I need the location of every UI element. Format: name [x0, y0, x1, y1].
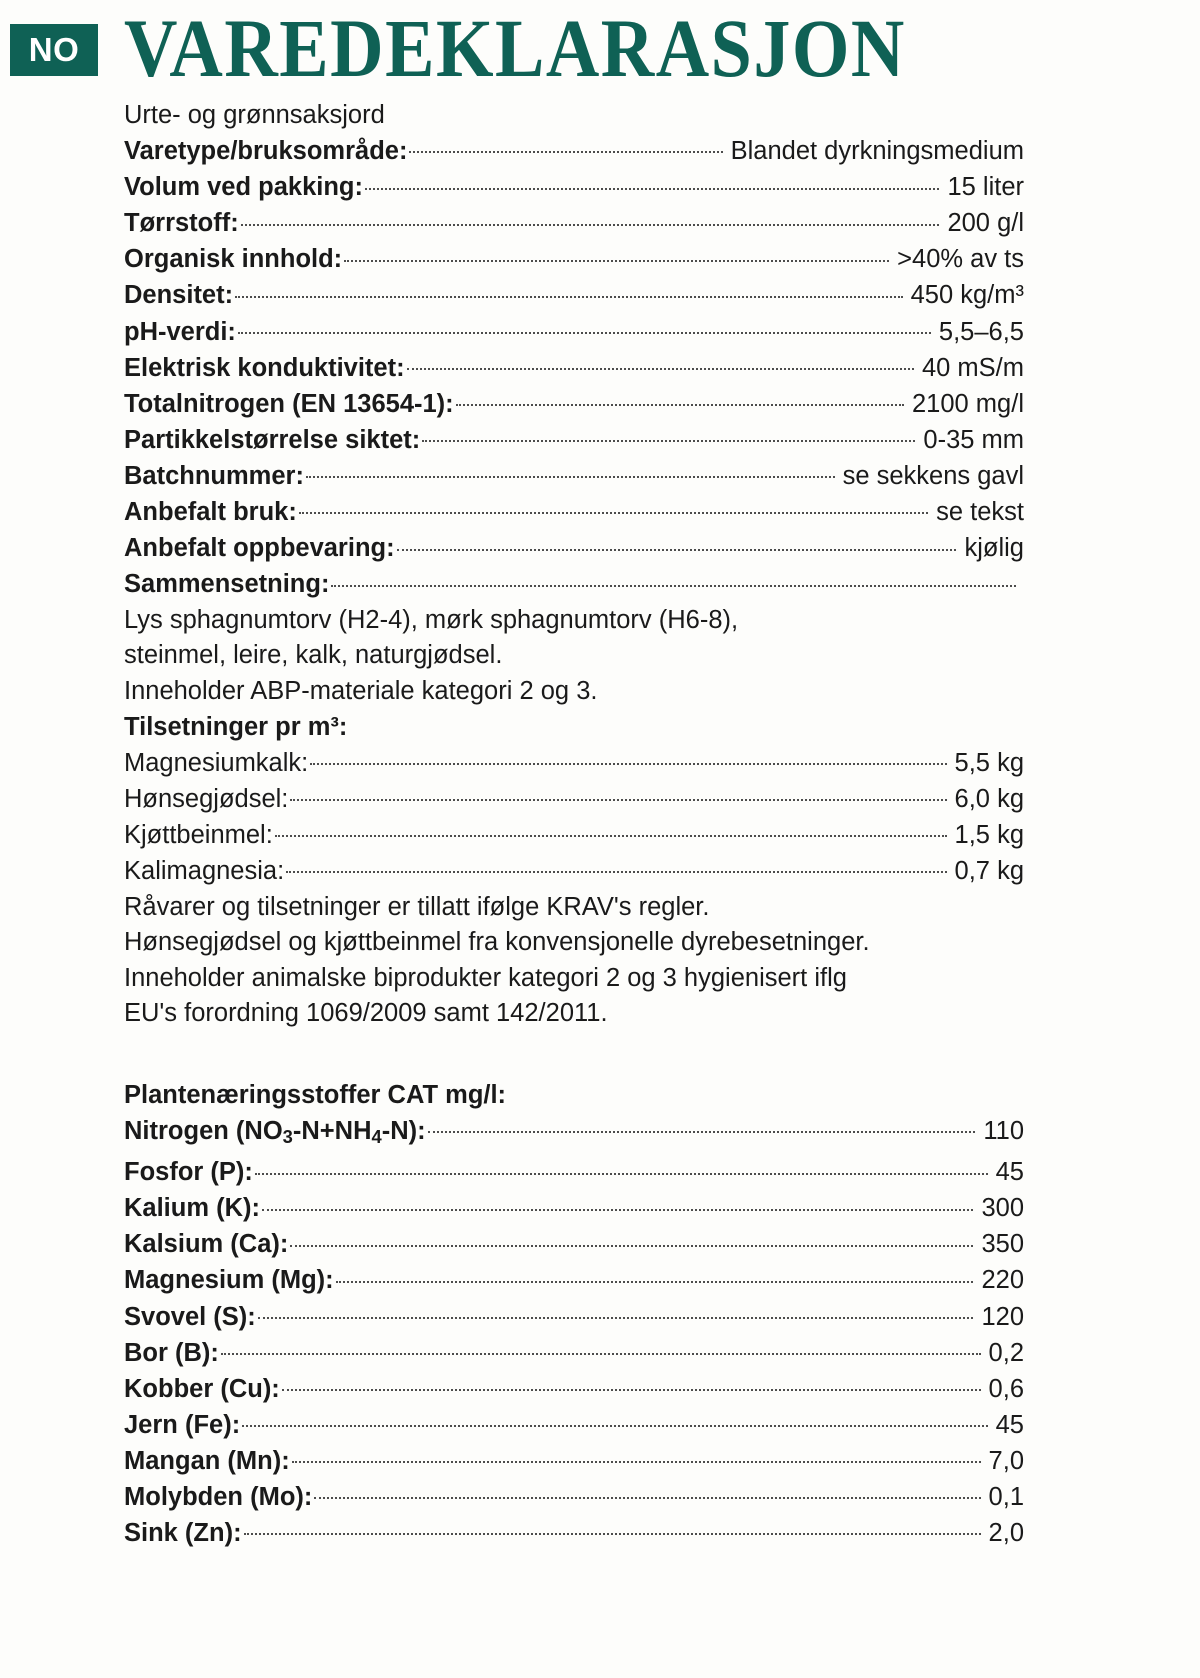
section-spacer [124, 1032, 1188, 1078]
spec-row [124, 531, 1024, 567]
spec-row [124, 206, 1024, 242]
row-label: Bor (B): [124, 1338, 219, 1367]
row-label: Fosfor (P): [124, 1158, 253, 1187]
row-value: 7,0 [988, 1446, 1024, 1475]
row-label: Molybden (Mo): [124, 1483, 313, 1511]
note-line: Inneholder animalske biprodukter kategori 2 og 3 hygienisert iflg [124, 963, 847, 992]
spec-row [124, 386, 1024, 422]
nutrient-row [124, 1299, 1024, 1335]
nutrient-row [124, 1191, 1024, 1227]
additives-list [124, 745, 1188, 889]
row-label: Volum ved pakking: [124, 173, 363, 202]
row-value: 350 [981, 1230, 1024, 1259]
dotted-leader [336, 1263, 974, 1289]
dotted-leader [290, 1227, 973, 1253]
row-value: 0,1 [988, 1483, 1024, 1511]
dotted-leader [235, 278, 903, 304]
specification-list [124, 134, 1188, 603]
spec-row [124, 458, 1024, 494]
dotted-leader [428, 1114, 976, 1140]
dotted-leader [290, 781, 946, 807]
row-value: Blandet dyrkningsmedium [730, 137, 1024, 166]
row-label: Kalium (K): [124, 1194, 260, 1223]
row-value: 0,6 [988, 1374, 1024, 1403]
row-label: Nitrogen $(NO_3-N+NH_4-N)$: [124, 1117, 426, 1148]
row-value: se tekst [936, 498, 1024, 527]
spec-row [124, 350, 1024, 386]
row-label: Varetype/bruksområde: [124, 137, 408, 166]
row-value: 2100 mg/l [912, 389, 1024, 418]
nutrient-row [124, 1371, 1024, 1407]
additives-heading: Tilsetninger pr m³: [124, 712, 348, 741]
row-label: Hønsegjødsel: [124, 784, 289, 813]
row-label: Sink (Zn): [124, 1519, 242, 1548]
row-label: Partikkelstørrelse siktet: [124, 425, 421, 454]
nutrient-row [124, 1516, 1024, 1552]
row-label: Densitet: [124, 281, 234, 310]
row-value: 220 [981, 1266, 1024, 1295]
dotted-leader [258, 1299, 974, 1325]
row-label: Kobber (Cu): [124, 1374, 280, 1403]
row-label: Totalnitrogen (EN 13654-1): [124, 389, 454, 418]
page-title: VAREDEKLARASJON [124, 3, 906, 96]
product-name: Urte- og grønnsaksjord [124, 101, 385, 129]
row-label: Anbefalt bruk: [124, 498, 297, 527]
nutrient-row [124, 1227, 1024, 1263]
dotted-leader [299, 495, 928, 521]
row-value: 200 g/l [947, 209, 1024, 238]
notes-paragraph [124, 890, 1188, 1032]
row-value: 450 kg/m³ [910, 281, 1024, 310]
dotted-leader [331, 567, 1016, 593]
row-label: Magnesium (Mg): [124, 1266, 334, 1295]
composition-line: steinmel, leire, kalk, naturgjødsel. [124, 641, 503, 670]
row-label: Batchnummer: [124, 461, 304, 490]
note-line: EU's forordning 1069/2009 samt 142/2011. [124, 999, 608, 1028]
dotted-leader [275, 817, 947, 843]
row-label: pH-verdi: [124, 317, 236, 346]
row-value: 45 [995, 1158, 1024, 1187]
row-value: 5,5 kg [954, 748, 1024, 777]
row-value: 1,5 kg [954, 820, 1024, 849]
row-label: Magnesiumkalk: [124, 748, 309, 777]
row-label: Mangan (Mn): [124, 1446, 290, 1475]
nutrient-row [124, 1407, 1024, 1443]
dotted-leader [365, 170, 939, 196]
row-value: 6,0 kg [954, 784, 1024, 813]
composition-paragraph [124, 603, 1188, 710]
dotted-leader [422, 422, 915, 448]
nutrient-row [124, 1480, 1024, 1516]
nutrient-row [124, 1335, 1024, 1371]
dotted-leader [241, 206, 940, 232]
nutrient-row [124, 1263, 1024, 1299]
row-value: 120 [981, 1302, 1024, 1331]
nutrient-row [124, 1114, 1024, 1155]
language-badge: NO [10, 24, 98, 76]
row-value: 0,2 [988, 1338, 1024, 1367]
row-label: Sammensetning: [124, 570, 330, 599]
spec-row [124, 495, 1024, 531]
additive-row [124, 745, 1024, 781]
row-label: Jern (Fe): [124, 1410, 241, 1439]
row-label: Kalsium (Ca): [124, 1230, 289, 1259]
row-value: se sekkens gavl [842, 461, 1024, 490]
dotted-leader [306, 458, 835, 484]
dotted-leader [314, 1480, 980, 1506]
row-value: 2,0 [988, 1519, 1024, 1548]
dotted-leader [344, 242, 889, 268]
dotted-leader [310, 745, 946, 771]
spec-row [124, 170, 1024, 206]
row-value: >40% av ts [897, 245, 1024, 274]
row-value: 5,5–6,5 [938, 317, 1024, 346]
nutrient-row [124, 1155, 1024, 1191]
dotted-leader [221, 1335, 981, 1361]
spec-row [124, 278, 1024, 314]
row-value: 300 [981, 1194, 1024, 1223]
spec-row [124, 567, 1024, 603]
dotted-leader [286, 853, 946, 879]
row-value: 40 mS/m [921, 353, 1024, 382]
dotted-leader [238, 314, 931, 340]
row-value: 45 [995, 1410, 1024, 1439]
row-value: kjølig [964, 534, 1024, 563]
dotted-leader [407, 350, 914, 376]
row-value: 15 liter [947, 173, 1024, 202]
row-label: Tørrstoff: [124, 209, 239, 238]
nutrient-row [124, 1443, 1024, 1479]
composition-line: Lys sphagnumtorv (H2-4), mørk sphagnumtorv (H6-8), [124, 605, 739, 634]
additive-row [124, 853, 1024, 889]
spec-row [124, 314, 1024, 350]
dotted-leader [397, 531, 957, 557]
dotted-leader [409, 134, 722, 160]
dotted-leader [282, 1371, 981, 1397]
dotted-leader [292, 1443, 981, 1469]
row-label: Anbefalt oppbevaring: [124, 534, 395, 563]
spec-row [124, 242, 1024, 278]
nutrients-heading: Plantenæringsstoffer CAT mg/l: [124, 1080, 507, 1109]
dotted-leader [255, 1155, 988, 1181]
row-label: Organisk innhold: [124, 245, 343, 274]
row-value: 0-35 mm [923, 425, 1024, 454]
dotted-leader [262, 1191, 973, 1217]
composition-line: Inneholder ABP-materiale kategori 2 og 3. [124, 677, 598, 705]
spec-row [124, 134, 1024, 170]
dotted-leader [244, 1516, 981, 1542]
row-label: Kalimagnesia: [124, 856, 285, 885]
row-label: Elektrisk konduktivitet: [124, 353, 405, 382]
dotted-leader [456, 386, 904, 412]
spec-row [124, 422, 1024, 458]
note-line: Råvarer og tilsetninger er tillatt ifølge KRAV's regler. [124, 892, 710, 921]
dotted-leader [242, 1407, 987, 1433]
row-value: 0,7 kg [954, 856, 1024, 885]
row-label: Kjøttbeinmel: [124, 820, 273, 849]
label-header [0, 0, 1200, 96]
row-label: Svovel (S): [124, 1302, 256, 1331]
note-line: Hønsegjødsel og kjøttbeinmel fra konvensjonelle dyrebesetninger. [124, 928, 870, 957]
nutrients-list [124, 1114, 1188, 1552]
label-content [0, 84, 1200, 1552]
row-value: 110 [983, 1117, 1024, 1146]
additive-row [124, 817, 1024, 853]
additive-row [124, 781, 1024, 817]
